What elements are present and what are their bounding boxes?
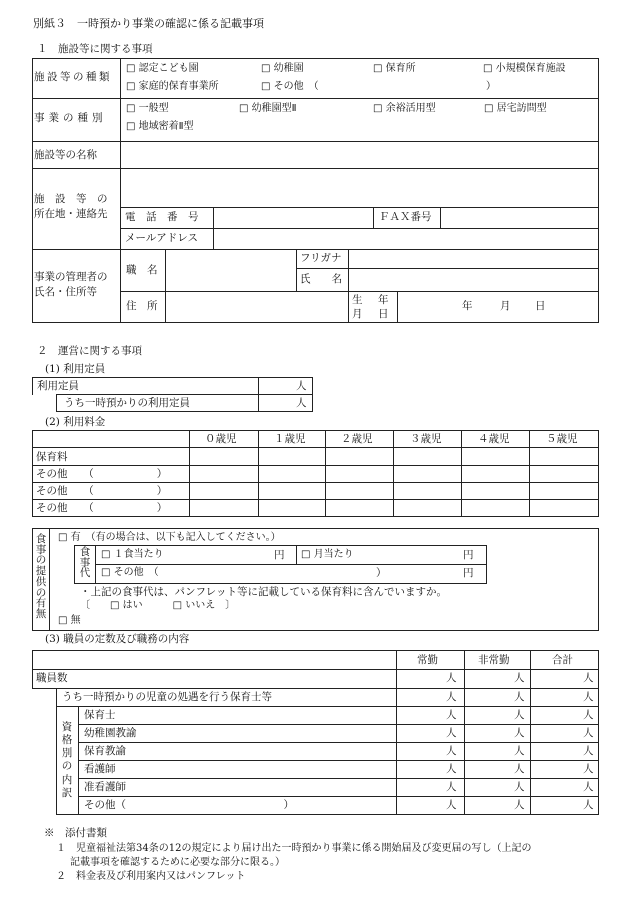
staff-row-other[interactable]: その他（ ） bbox=[84, 799, 294, 811]
fee-col-age2: ２歳児 bbox=[341, 433, 373, 445]
section1-heading: １ 施設等に関する事項 bbox=[37, 43, 153, 55]
facility-type-option-6[interactable]: □ その他 （ bbox=[261, 81, 319, 92]
furigana-label: フリガナ bbox=[300, 252, 342, 264]
meal-yen-2: 円 bbox=[463, 549, 474, 561]
staff-unit: 人 bbox=[446, 672, 457, 684]
fee-col-age1: １歳児 bbox=[274, 433, 306, 445]
staff-col-total: 合計 bbox=[552, 654, 573, 666]
facility-type-label: 施設等の種類 bbox=[34, 71, 112, 83]
manager-label-line2: 氏名・住所等 bbox=[34, 286, 97, 298]
fee-row-other-1[interactable]: その他 （ ） bbox=[36, 468, 168, 480]
capacity-heading: (1) 利用定員 bbox=[45, 363, 106, 375]
staff-unit: 人 bbox=[446, 727, 457, 739]
staff-unit: 人 bbox=[583, 709, 594, 721]
staff-unit: 人 bbox=[446, 763, 457, 775]
fee-heading: (2) 利用料金 bbox=[45, 416, 106, 428]
staff-unit: 人 bbox=[583, 799, 594, 811]
fee-col-age4: ４歳児 bbox=[478, 433, 510, 445]
staff-unit: 人 bbox=[446, 781, 457, 793]
staff-row-assistant-nurse: 准看護師 bbox=[84, 781, 126, 793]
birth-label-1: 生 bbox=[352, 294, 363, 306]
staff-unit: 人 bbox=[514, 799, 525, 811]
capacity-sub-unit: 人 bbox=[296, 397, 307, 409]
staff-unit: 人 bbox=[446, 745, 457, 757]
staff-heading: (3) 職員の定数及び職務の内容 bbox=[45, 633, 190, 645]
facility-type-option-3[interactable]: □ 保育所 bbox=[373, 63, 416, 74]
staff-col-fulltime: 常勤 bbox=[417, 654, 438, 666]
staff-row-nursery-teacher: 保育士 bbox=[84, 709, 116, 721]
facility-name-label: 施設等の名称 bbox=[34, 149, 97, 161]
furigana-field[interactable] bbox=[349, 250, 597, 268]
staff-unit: 人 bbox=[446, 799, 457, 811]
facility-name-field[interactable] bbox=[121, 142, 597, 168]
facility-type-other-close: ） bbox=[486, 81, 496, 92]
staff-unit: 人 bbox=[514, 672, 525, 684]
meal-side-label: 食 事 の 提 供 の 有 無 bbox=[35, 533, 47, 620]
staff-sub-label: うち一時預かりの児童の処遇を行う保育士等 bbox=[62, 691, 272, 703]
address-field[interactable] bbox=[121, 169, 597, 206]
location-label-line2: 所在地・連絡先 bbox=[34, 208, 108, 220]
email-label: メールアドレス bbox=[125, 232, 198, 244]
birth-year-label: 年 bbox=[462, 300, 473, 312]
fee-row-other-3[interactable]: その他 （ ） bbox=[36, 502, 168, 514]
meal-other-close: ） bbox=[376, 567, 387, 579]
staff-row-childcare-teacher: 保育教諭 bbox=[84, 745, 126, 757]
fax-field[interactable] bbox=[441, 208, 597, 228]
phone-field[interactable] bbox=[214, 208, 372, 228]
facility-type-option-1[interactable]: □ 認定こども園 bbox=[126, 63, 199, 74]
birth-date-field[interactable] bbox=[398, 292, 597, 322]
section2-heading: ２ 運営に関する事項 bbox=[37, 345, 142, 357]
facility-type-option-4[interactable]: □ 小規模保育施設 bbox=[483, 63, 566, 74]
location-label-line1: 施 設 等 の bbox=[34, 193, 108, 205]
staff-total-label: 職員数 bbox=[36, 672, 68, 684]
fee-col-age3: ３歳児 bbox=[410, 433, 442, 445]
capacity-label: 利用定員 bbox=[37, 380, 79, 392]
staff-col-parttime: 非常勤 bbox=[478, 654, 510, 666]
staff-unit: 人 bbox=[514, 691, 525, 703]
staff-unit: 人 bbox=[514, 763, 525, 775]
facility-type-option-5[interactable]: □ 家庭的保育事業所 bbox=[126, 81, 219, 92]
staff-unit: 人 bbox=[583, 672, 594, 684]
qualification-side-label: 資 格 別 の 内 訳 bbox=[61, 721, 73, 799]
birth-label-2: 年 bbox=[378, 294, 389, 306]
facility-type-option-2[interactable]: □ 幼稚園 bbox=[261, 63, 304, 74]
fee-col-age5: ５歳児 bbox=[546, 433, 578, 445]
name-field[interactable] bbox=[349, 269, 597, 291]
staff-row-nurse: 看護師 bbox=[84, 763, 116, 775]
business-type-option-1[interactable]: □ 一般型 bbox=[126, 103, 169, 114]
address-label: 住 所 bbox=[126, 300, 158, 312]
staff-unit: 人 bbox=[583, 691, 594, 703]
birth-label-3: 月 bbox=[352, 308, 363, 320]
document-title: 別紙３ 一時預かり事業の確認に係る記載事項 bbox=[33, 17, 264, 30]
business-type-option-4[interactable]: □ 居宅訪問型 bbox=[484, 103, 547, 114]
attachment-item-1-line2: 記載事項を確認するために必要な部分に限る。） bbox=[70, 857, 285, 868]
staff-unit: 人 bbox=[446, 691, 457, 703]
phone-label: 電 話 番 号 bbox=[125, 211, 199, 223]
meal-cost-label: 食 事 代 bbox=[79, 546, 91, 580]
post-label: 職 名 bbox=[126, 264, 158, 276]
meal-yes-checkbox[interactable]: □ 有 （有の場合は、以下も記入してください。） bbox=[58, 532, 281, 543]
business-type-label: 事業の種別 bbox=[34, 112, 107, 124]
fee-row-other-2[interactable]: その他 （ ） bbox=[36, 485, 168, 497]
business-type-option-2[interactable]: □ 幼稚園型Ⅱ bbox=[239, 103, 297, 114]
meal-per-month-checkbox[interactable]: □ 月当たり bbox=[301, 549, 354, 560]
staff-unit: 人 bbox=[446, 709, 457, 721]
staff-unit: 人 bbox=[514, 781, 525, 793]
fee-col-age0: ０歳児 bbox=[205, 433, 237, 445]
meal-yen-1: 円 bbox=[274, 549, 285, 561]
staff-unit: 人 bbox=[514, 727, 525, 739]
post-field[interactable] bbox=[166, 250, 295, 291]
business-type-option-3[interactable]: □ 余裕活用型 bbox=[373, 103, 436, 114]
staff-unit: 人 bbox=[583, 727, 594, 739]
birth-label-4: 日 bbox=[378, 308, 389, 320]
manager-label-line1: 事業の管理者の bbox=[34, 271, 108, 283]
staff-unit: 人 bbox=[514, 745, 525, 757]
attachment-item-2: ２ 料金表及び利用案内又はパンフレット bbox=[56, 871, 246, 882]
staff-unit: 人 bbox=[583, 745, 594, 757]
fee-row-childcare: 保育料 bbox=[36, 451, 68, 463]
attachment-item-1-line1: １ 児童福祉法第34条の12の規定により届け出た一時預かり事業に係る開始届及び変更届の写し（上記の bbox=[56, 843, 532, 854]
capacity-unit: 人 bbox=[296, 380, 307, 392]
meal-per-meal-checkbox[interactable]: □ １食当たり bbox=[101, 549, 164, 560]
meal-no-checkbox[interactable]: □ 無 bbox=[58, 615, 81, 626]
birth-day-label: 日 bbox=[535, 300, 546, 312]
birth-month-label: 月 bbox=[500, 300, 511, 312]
meal-other-checkbox[interactable]: □ その他 （ bbox=[101, 567, 159, 578]
staff-unit: 人 bbox=[583, 763, 594, 775]
staff-unit: 人 bbox=[583, 781, 594, 793]
manager-address-field[interactable] bbox=[166, 292, 347, 322]
email-field[interactable] bbox=[214, 229, 597, 249]
fax-label: ＦＡＸ番号 bbox=[379, 211, 432, 223]
capacity-sub-label: うち一時預かりの利用定員 bbox=[64, 397, 190, 409]
meal-yen-3: 円 bbox=[463, 567, 474, 579]
meal-question: ・上記の食事代は、パンフレット等に記載している保育料に含んでいますか。 bbox=[80, 586, 447, 598]
attachments-heading: ※ 添付書類 bbox=[44, 827, 107, 839]
staff-unit: 人 bbox=[514, 709, 525, 721]
meal-answer-options[interactable]: 〔 □ はい □ いいえ 〕 bbox=[80, 600, 236, 611]
staff-row-kindergarten-teacher: 幼稚園教諭 bbox=[84, 727, 137, 739]
name-label: 氏 名 bbox=[300, 273, 342, 285]
business-type-option-5[interactable]: □ 地域密着Ⅱ型 bbox=[126, 121, 194, 132]
